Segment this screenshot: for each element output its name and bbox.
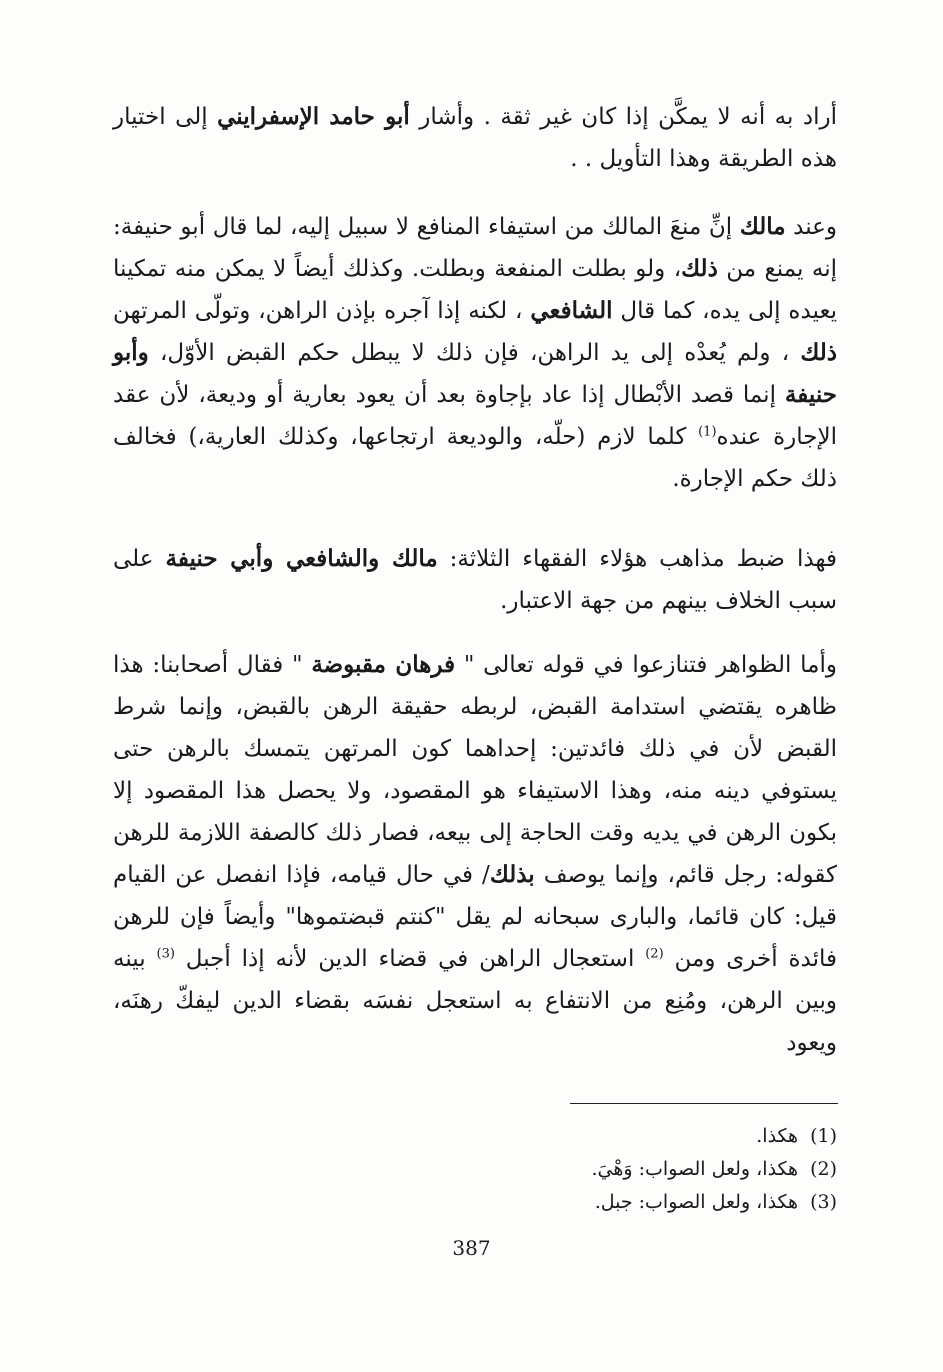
para4-text-3: / في حال قيامه، فإذا انفصل عن القيام قيل: كان قائما، والبارى سبحانه لم يقل "كنتم قبضتموها" وأيضاً فإن للرهن فائدة أخرى ومن xyxy=(113,862,837,972)
para2-text-5: ، ولم يُعدْه إلى يد الراهن، فإن ذلك لا يبطل حكم القبض الأوّل، xyxy=(148,340,801,366)
para4-text-5: بينه وبين الرهن، ومُنِع من الانتفاع به استعجل نفسَه بقضاء الدين ليفكّ رهنَه، ويعود xyxy=(113,946,837,1056)
paragraph-4 xyxy=(113,644,837,1064)
footnote-ref-2: (2) xyxy=(645,946,664,962)
para1-bold-name: أبو حامد الإسفرايني xyxy=(217,103,410,130)
para2-bold-3: الشافعي xyxy=(530,297,613,324)
para2-text-1: وعند xyxy=(785,214,838,240)
para4-text-2: " فقال أصحابنا: هذا ظاهره يقتضي استدامة القبض، لربطه حقيقة الرهن بالقبض، وإنما شرط القبض لأن في ذلك فائدتين: إحداهما كون المرتهن يتمسك بالرهن حتى يستوفي دينه منه، وهذا الاستيفاء هو المقصود، ولا يحصل هذا المقصود إلا بكون الرهن في يديه وقت الحاجة إلى بيعه، فصار ذلك كالصفة اللازمة للرهن كقوله: رجل قائم، وإنما يوصف xyxy=(113,652,837,888)
para4-bold-quote: فرهان مقبوضة xyxy=(311,651,456,678)
para2-text-4: ، لكنه إذا آجره بإذن الراهن، وتولّى المرتهن xyxy=(113,298,531,324)
footnote-2 xyxy=(337,1153,837,1186)
para2-bold-2: ذلك xyxy=(681,255,718,282)
footnote-1-text: هكذا. xyxy=(756,1125,799,1147)
footnote-divider xyxy=(570,1103,838,1104)
para2-text-7: كلما لازم (حلّه، والوديعة ارتجاعها، وكذلك العارية،) فخالف ذلك حكم الإجارة. xyxy=(113,424,837,492)
paragraph-3 xyxy=(113,538,837,622)
footnote-2-number: (2) xyxy=(810,1158,837,1180)
para2-bold-4: ذلك xyxy=(800,339,837,366)
footnote-3-number: (3) xyxy=(810,1191,837,1213)
para3-bold-names: مالك والشافعي وأبي حنيفة xyxy=(165,545,438,572)
footnote-1-number: (1) xyxy=(810,1125,837,1147)
paragraph-2 xyxy=(113,206,837,500)
footnote-2-text: هكذا، ولعل الصواب: وَهْيَ. xyxy=(591,1158,799,1180)
para1-text-1: أراد به أنه لا يمكَّن إذا كان غير ثقة . وأشار xyxy=(409,104,838,130)
footnote-ref-3: (3) xyxy=(156,946,175,962)
para4-bold-2: بذلك xyxy=(489,861,535,888)
footnote-ref-1: (1) xyxy=(698,424,717,440)
footnote-3 xyxy=(337,1186,837,1219)
paragraph-1 xyxy=(113,96,837,180)
para3-text-1: فهذا ضبط مذاهب هؤلاء الفقهاء الثلاثة: xyxy=(437,546,838,572)
footnotes xyxy=(337,1120,837,1219)
para4-text-1: وأما الظواهر فتنازعوا في قوله تعالى " xyxy=(455,652,837,678)
para2-text-2: إنِّ منعَ المالك من استيفاء المنافع لا سبيل إليه، لما قال أبو حنيفة: إنه يمنع من xyxy=(113,214,837,282)
para4-text-4: استعجال الراهن في قضاء الدين لأنه إذا أجبل xyxy=(174,946,646,972)
para2-text-3: ، ولو بطلت المنفعة وبطلت. وكذلك أيضاً لا يمكن منه تمكينا يعيده إلى يده، كما قال xyxy=(113,256,837,324)
footnote-3-text: هكذا، ولعل الصواب: جبل. xyxy=(594,1191,799,1213)
para2-bold-1: مالك xyxy=(739,213,786,240)
para2-text-6: إنما قصد الأبْطال إذا عاد بإجاوة بعد أن يعود بعارية أو وديعة، لأن عقد الإجارة عنده xyxy=(113,382,837,450)
para3-text-2: على سبب الخلاف بينهم من جهة الاعتبار. xyxy=(113,546,837,614)
page-number: 387 xyxy=(452,1236,491,1260)
para2-bold-5: وأبو حنيفة xyxy=(113,339,837,408)
para1-text-2: إلى اختيار هذه الطريقة وهذا التأويل . . xyxy=(113,104,837,172)
footnote-1 xyxy=(337,1120,837,1153)
